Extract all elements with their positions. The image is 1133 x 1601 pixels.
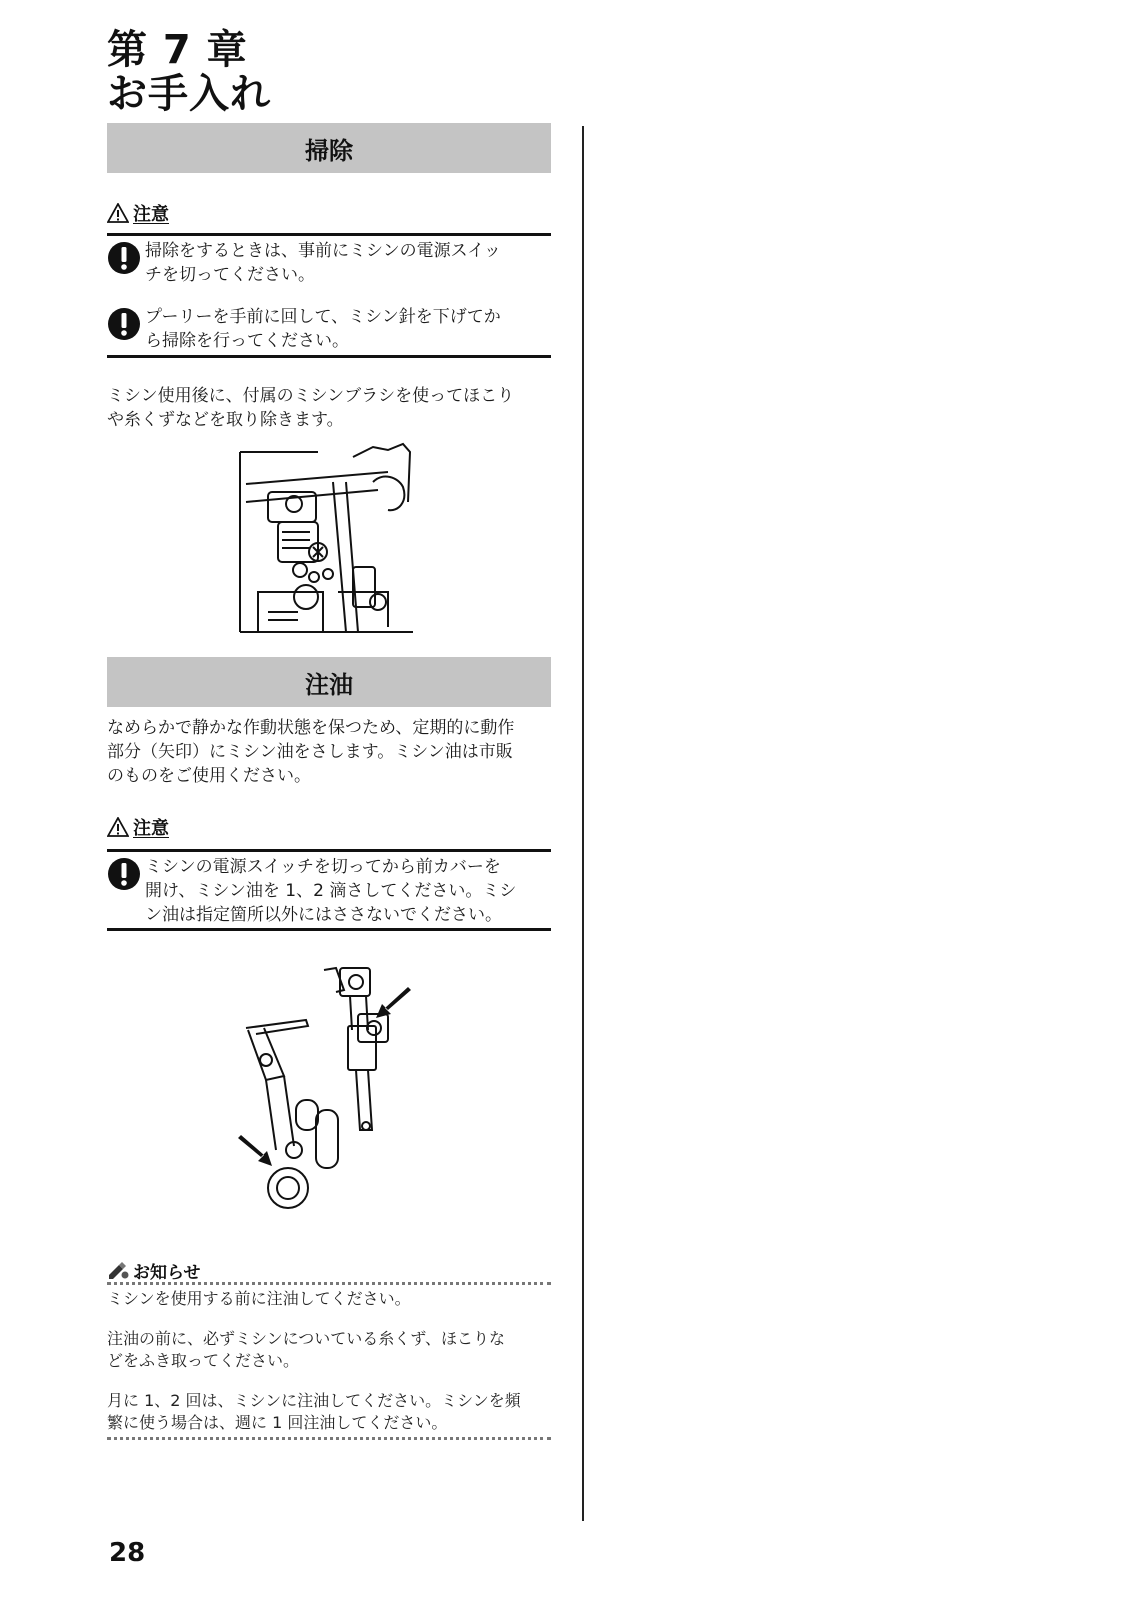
notice-line: どをふき取ってください。 bbox=[107, 1351, 300, 1370]
exclamation-icon bbox=[107, 857, 141, 891]
body-line: や糸くずなどを取り除きます。 bbox=[107, 410, 344, 430]
cleaning-brush-illustration bbox=[238, 442, 418, 638]
warning-triangle-icon bbox=[107, 817, 129, 837]
chapter-heading bbox=[107, 28, 271, 116]
column-divider bbox=[582, 126, 584, 1521]
notice-line: 注油の前に、必ずミシンについている糸くず、ほこりな bbox=[107, 1329, 506, 1348]
warning-text-line: チを切ってください。 bbox=[145, 265, 315, 285]
caution-top-rule bbox=[107, 233, 551, 236]
caution-heading-cleaning bbox=[107, 201, 169, 225]
warning-item bbox=[107, 239, 551, 287]
body-line: 部分（矢印）にミシン油をさします。ミシン油は市販 bbox=[107, 742, 513, 762]
chapter-title: お手入れ bbox=[107, 71, 271, 117]
chapter-number: 第 7 章 bbox=[107, 27, 248, 73]
body-line: のものをご使用ください。 bbox=[107, 766, 311, 786]
exclamation-icon bbox=[107, 307, 141, 341]
notice-top-dotted-rule bbox=[107, 1282, 551, 1285]
exclamation-icon bbox=[107, 241, 141, 275]
section-heading-cleaning: 掃除 bbox=[107, 123, 551, 173]
page-number: 28 bbox=[109, 1538, 146, 1568]
caution-bottom-rule bbox=[107, 355, 551, 358]
warning-text-line: ン油は指定箇所以外にはささないでください。 bbox=[145, 905, 502, 925]
caution-bottom-rule bbox=[107, 928, 551, 931]
notice-item bbox=[107, 1390, 551, 1434]
caution-top-rule bbox=[107, 849, 551, 852]
warning-text-line: ミシンの電源スイッチを切ってから前カバーを bbox=[145, 857, 501, 877]
notice-item bbox=[107, 1288, 551, 1310]
notice-line: 月に 1、2 回は、ミシンに注油してください。ミシンを頻 bbox=[107, 1391, 521, 1410]
notice-title: お知らせ bbox=[133, 1262, 201, 1283]
notice-line: ミシンを使用する前に注油してください。 bbox=[107, 1289, 411, 1308]
notice-item bbox=[107, 1328, 551, 1372]
notice-bottom-dotted-rule bbox=[107, 1437, 551, 1440]
notice-heading bbox=[107, 1259, 201, 1281]
warning-text-line: 開け、ミシン油を 1、2 滴さしてください。ミシ bbox=[145, 881, 517, 901]
pencil-memo-icon bbox=[107, 1261, 129, 1279]
notice-line: 繁に使う場合は、週に 1 回注油してください。 bbox=[107, 1413, 448, 1432]
oiling-body-text bbox=[107, 716, 551, 788]
section-heading-oiling: 注油 bbox=[107, 657, 551, 707]
warning-text-line: ら掃除を行ってください。 bbox=[145, 331, 349, 351]
body-line: なめらかで静かな作動状態を保つため、定期的に動作 bbox=[107, 718, 515, 738]
caution-label: 注意 bbox=[133, 204, 169, 225]
warning-triangle-icon bbox=[107, 203, 129, 223]
caution-label: 注意 bbox=[133, 818, 169, 839]
caution-heading-oiling bbox=[107, 815, 169, 839]
warning-item bbox=[107, 855, 551, 927]
warning-text-line: プーリーを手前に回して、ミシン針を下げてか bbox=[145, 307, 501, 327]
warning-text-line: 掃除をするときは、事前にミシンの電源スイッ bbox=[145, 241, 501, 261]
body-line: ミシン使用後に、付属のミシンブラシを使ってほこり bbox=[107, 386, 515, 406]
warning-item bbox=[107, 305, 551, 353]
cleaning-body-text bbox=[107, 384, 551, 432]
oiling-points-illustration bbox=[236, 960, 436, 1220]
